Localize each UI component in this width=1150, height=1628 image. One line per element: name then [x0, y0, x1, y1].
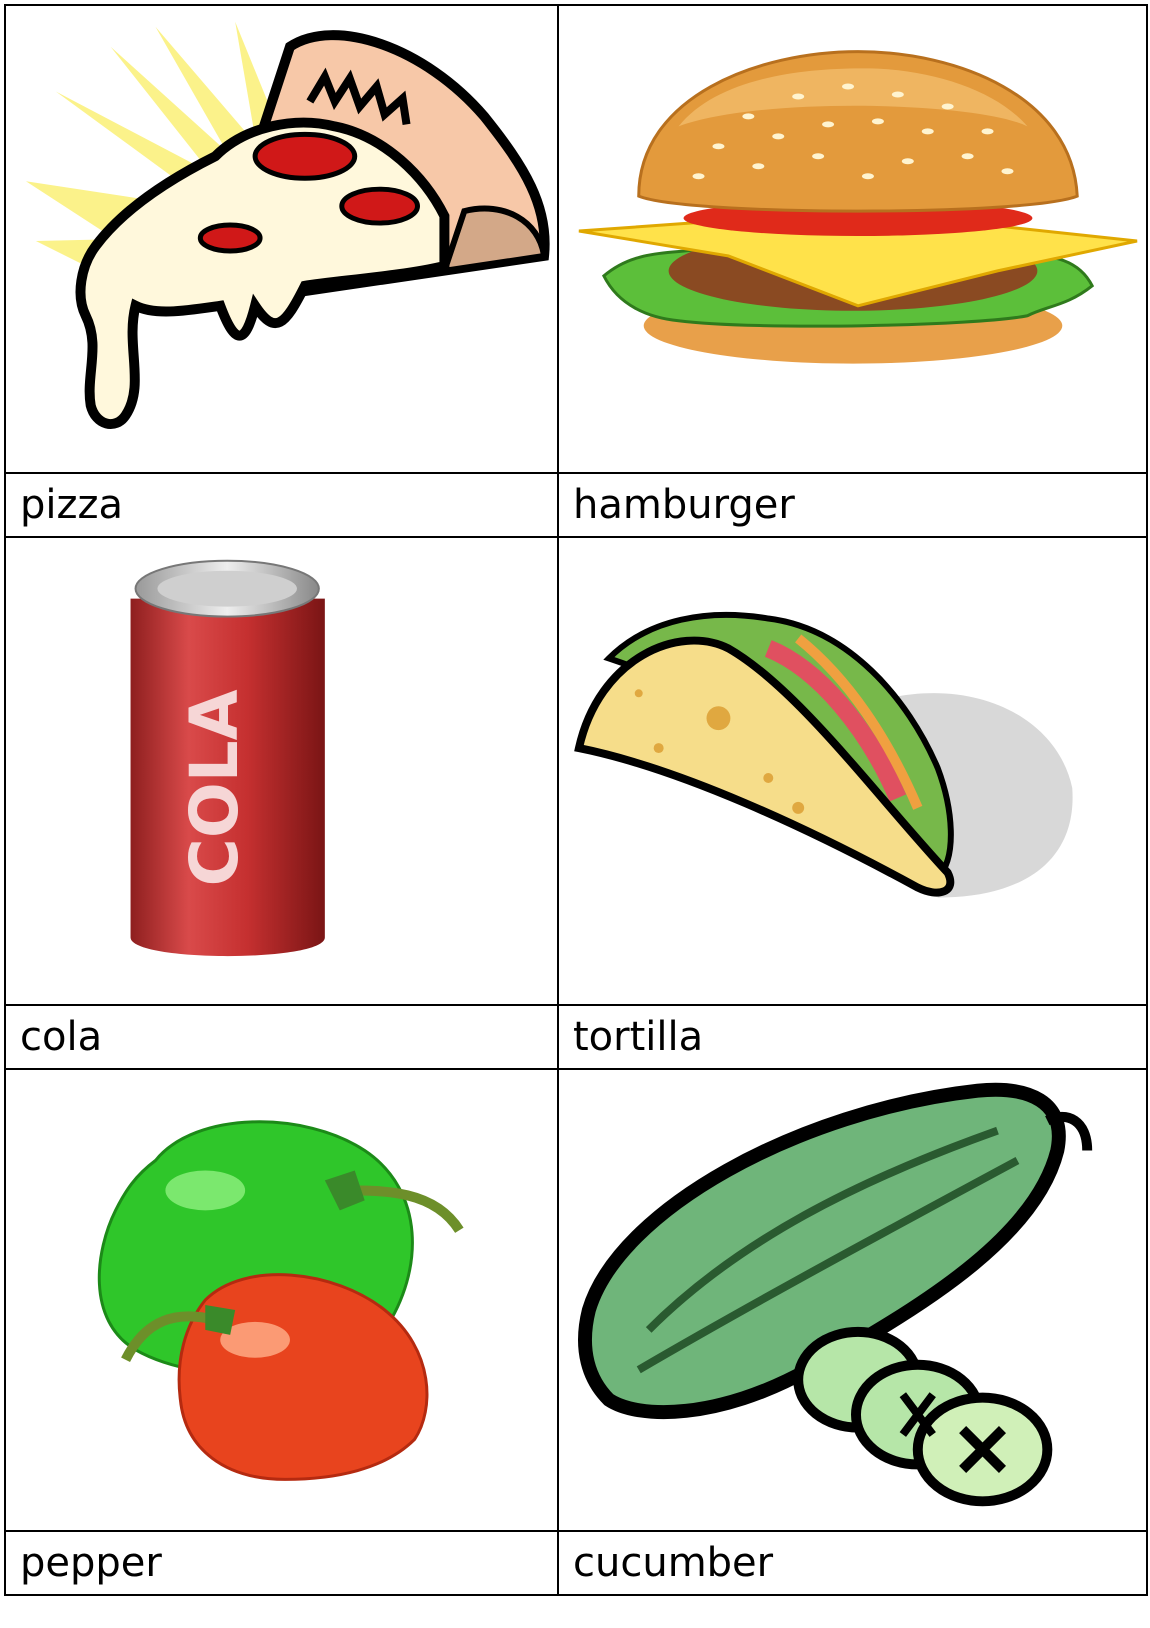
- flashcard-grid: [4, 4, 1146, 1596]
- pizza-icon: [6, 6, 557, 472]
- cola-picture-cell: [5, 537, 558, 1005]
- pizza-label: pizza: [5, 473, 558, 537]
- pepper-label: pepper: [5, 1531, 558, 1595]
- hamburger-label: hamburger: [558, 473, 1147, 537]
- can-brand-text: COLA: [176, 689, 254, 887]
- pepper-picture-cell: [5, 1069, 558, 1531]
- tortilla-label: tortilla: [558, 1005, 1147, 1069]
- cola-label: cola: [5, 1005, 558, 1069]
- cucumber-icon: [559, 1070, 1146, 1530]
- hamburger-icon: [559, 6, 1146, 472]
- hamburger-picture-cell: [558, 5, 1147, 473]
- tortilla-picture-cell: [558, 537, 1147, 1005]
- taco-icon: [559, 538, 1146, 1004]
- bell-peppers-icon: [6, 1070, 557, 1530]
- cucumber-label: cucumber: [558, 1531, 1147, 1595]
- pizza-picture-cell: [5, 5, 558, 473]
- flashcard-table: [4, 4, 1148, 1596]
- cucumber-picture-cell: [558, 1069, 1147, 1531]
- cola-can-icon: [6, 538, 557, 1004]
